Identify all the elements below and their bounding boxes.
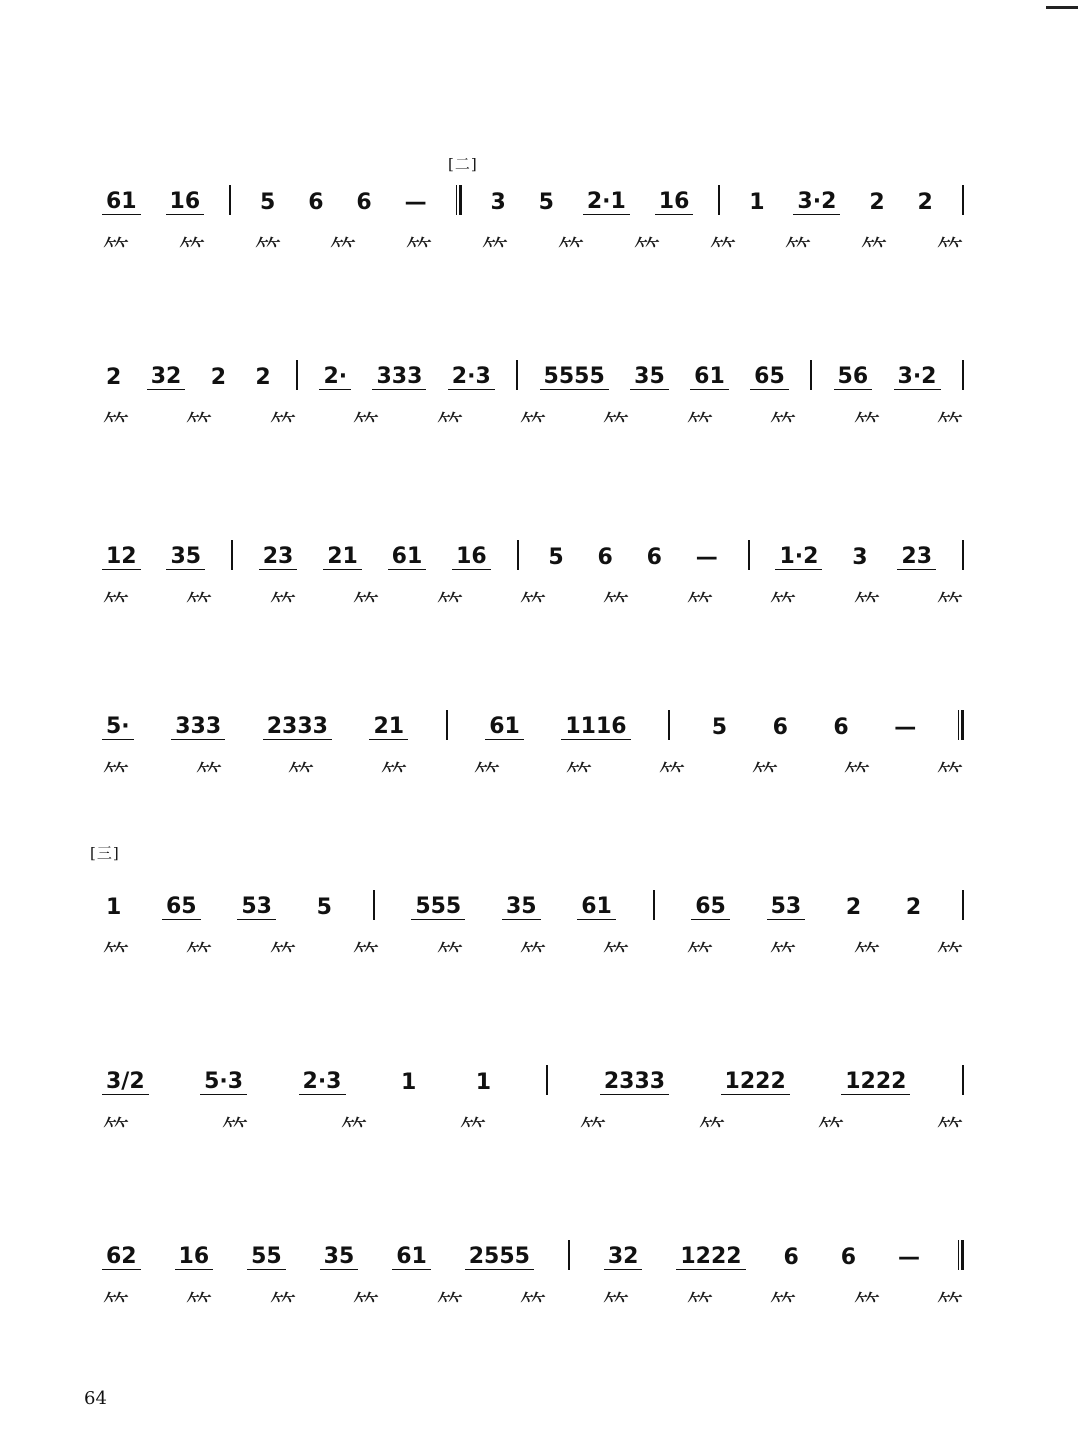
- notation-system: [84, 880, 964, 980]
- note-group: 333: [372, 364, 426, 390]
- note-group: 3/2: [102, 1069, 149, 1095]
- barline: [373, 890, 375, 920]
- note-group: 6: [646, 545, 662, 570]
- jianzi-tablature-line: [102, 932, 964, 976]
- jianzi-character: 𥫗: [686, 589, 714, 622]
- note-group: 2333: [263, 714, 332, 740]
- jianzi-character: 𥫗: [195, 759, 222, 792]
- note-group: 21: [323, 544, 362, 570]
- jianzi-character: 𥫗: [603, 939, 630, 972]
- note-group: 2: [917, 190, 933, 215]
- note-group: 3: [490, 190, 506, 215]
- note-group: 2: [210, 365, 226, 390]
- jianzi-character: 𥫗: [460, 1114, 487, 1147]
- jianzi-character: 𥫗: [785, 234, 812, 267]
- barline: [962, 540, 964, 570]
- jianzi-character: 𥫗: [519, 409, 547, 442]
- note-group: 35: [502, 894, 541, 920]
- jianzi-character: 𥫗: [269, 409, 297, 442]
- jianzi-character: 𥫗: [186, 939, 213, 972]
- jianzi-character: 𥫗: [751, 759, 778, 792]
- jianzi-character: 𥫗: [686, 1289, 714, 1322]
- note-group: 5555: [540, 364, 609, 390]
- note-group: 1: [749, 190, 765, 215]
- note-group: 555: [411, 894, 465, 920]
- jianzi-character: 𥫗: [186, 1289, 213, 1322]
- note-group: 1222: [721, 1069, 790, 1095]
- jianzi-character: 𥫗: [633, 234, 661, 267]
- jianzi-character: 𥫗: [102, 1114, 130, 1147]
- barline: [962, 185, 964, 215]
- note-group: 55: [247, 1244, 286, 1270]
- jianzi-character: 𥫗: [519, 939, 547, 972]
- notation-system: [84, 1055, 964, 1155]
- note-group: 32: [604, 1244, 643, 1270]
- jianzi-character: 𥫗: [860, 234, 888, 267]
- jianzi-character: 𥫗: [352, 409, 380, 442]
- note-group: 6: [597, 545, 613, 570]
- barline: [568, 1240, 570, 1270]
- jianzi-character: 𥫗: [221, 1114, 249, 1147]
- jianzi-character: 𥫗: [557, 234, 585, 267]
- note-group: 56: [834, 364, 873, 390]
- jianzi-character: 𥫗: [658, 759, 686, 792]
- note-group: 62: [102, 1244, 141, 1270]
- section-label: [二]: [448, 155, 478, 173]
- jianzi-character: 𥫗: [853, 409, 880, 442]
- note-group: 53: [767, 894, 806, 920]
- jianzi-character: 𥫗: [102, 234, 130, 267]
- note-group: 2·1: [583, 189, 630, 215]
- note-group: 1·2: [775, 544, 822, 570]
- barline: [546, 1065, 548, 1095]
- jianzi-character: 𥫗: [936, 409, 964, 442]
- jianzi-tablature-line: [102, 227, 964, 271]
- note-group: —: [894, 715, 917, 740]
- note-group: 2: [106, 365, 122, 390]
- jianzi-character: 𥫗: [330, 234, 357, 267]
- jianzi-character: 𥫗: [102, 1289, 130, 1322]
- barline: [231, 540, 233, 570]
- barline: [810, 360, 812, 390]
- jianzi-character: 𥫗: [709, 234, 736, 267]
- jianzi-character: 𥫗: [288, 759, 315, 792]
- jianzi-character: 𥫗: [102, 759, 130, 792]
- note-group: 1222: [841, 1069, 910, 1095]
- jianzi-character: 𥫗: [769, 1289, 797, 1322]
- note-group: 5·3: [200, 1069, 247, 1095]
- jianzi-character: 𥫗: [686, 939, 714, 972]
- note-group: 65: [691, 894, 730, 920]
- note-group: 35: [320, 1244, 359, 1270]
- barline: [653, 890, 655, 920]
- jianzi-character: 𥫗: [603, 1289, 630, 1322]
- jianzi-character: 𥫗: [436, 589, 463, 622]
- note-group: 12: [102, 544, 141, 570]
- jianzi-character: 𥫗: [352, 939, 380, 972]
- jianzi-character: 𥫗: [352, 589, 380, 622]
- note-group: 2·: [319, 364, 351, 390]
- note-group: 6: [783, 1245, 799, 1270]
- jianzi-character: 𥫗: [352, 1289, 380, 1322]
- note-group: 6: [308, 190, 324, 215]
- jianzi-character: 𥫗: [603, 589, 630, 622]
- jianzi-tablature-line: [102, 1282, 964, 1326]
- jianzi-character: 𥫗: [380, 759, 408, 792]
- note-group: 3·2: [793, 189, 840, 215]
- note-group: 1: [400, 1070, 417, 1095]
- barline: [229, 185, 231, 215]
- jianzi-tablature-line: [102, 1107, 964, 1151]
- jianzi-character: 𥫗: [936, 234, 964, 267]
- note-group: 61: [485, 714, 524, 740]
- note-group: 23: [897, 544, 936, 570]
- jianzi-tablature-line: [102, 582, 964, 626]
- note-group: 2: [869, 190, 885, 215]
- jianzi-character: 𥫗: [186, 589, 213, 622]
- jianzi-character: 𥫗: [843, 759, 871, 792]
- note-group: 3: [852, 545, 868, 570]
- note-group: 61: [102, 189, 141, 215]
- jianzi-character: 𥫗: [936, 1114, 964, 1147]
- barline: [748, 540, 750, 570]
- note-group: 3·2: [894, 364, 941, 390]
- numbered-notation-line: [102, 1230, 964, 1274]
- page-number: 64: [84, 1388, 107, 1409]
- note-group: 6: [772, 715, 788, 740]
- jianzi-character: 𥫗: [769, 409, 797, 442]
- note-group: 6: [356, 190, 372, 215]
- notation-system: [84, 1230, 964, 1330]
- jianzi-character: 𥫗: [519, 589, 547, 622]
- jianzi-character: 𥫗: [936, 939, 964, 972]
- jianzi-character: 𥫗: [579, 1114, 606, 1147]
- note-group: 16: [452, 544, 491, 570]
- jianzi-tablature-line: [102, 752, 964, 796]
- note-group: 1222: [676, 1244, 745, 1270]
- jianzi-character: 𥫗: [817, 1114, 845, 1147]
- jianzi-character: 𥫗: [936, 1289, 964, 1322]
- jianzi-character: 𥫗: [603, 409, 630, 442]
- note-group: 35: [166, 544, 205, 570]
- note-group: 1: [475, 1070, 491, 1095]
- barline: [718, 185, 720, 215]
- note-group: 35: [630, 364, 669, 390]
- jianzi-character: 𥫗: [102, 939, 130, 972]
- jianzi-character: 𥫗: [436, 939, 463, 972]
- numbered-notation-line: [102, 350, 964, 394]
- jianzi-character: 𥫗: [686, 409, 714, 442]
- jianzi-character: 𥫗: [565, 759, 593, 792]
- jianzi-character: 𥫗: [102, 589, 130, 622]
- barline: [962, 1065, 964, 1095]
- note-group: 6: [840, 1245, 857, 1270]
- double-barline: [958, 710, 964, 740]
- jianzi-character: 𥫗: [481, 234, 509, 267]
- note-group: 16: [655, 189, 694, 215]
- jianzi-character: 𥫗: [340, 1114, 368, 1147]
- jianzi-character: 𥫗: [178, 234, 206, 267]
- jianzi-character: 𥫗: [405, 234, 433, 267]
- note-group: —: [897, 1245, 920, 1270]
- note-group: 16: [175, 1244, 214, 1270]
- jianzi-character: 𥫗: [269, 589, 297, 622]
- note-group: 2·3: [448, 364, 495, 390]
- note-group: 2555: [465, 1244, 534, 1270]
- corner-mark: [1046, 6, 1078, 9]
- jianzi-character: 𥫗: [769, 589, 797, 622]
- jianzi-character: 𥫗: [769, 939, 797, 972]
- note-group: 16: [166, 189, 205, 215]
- jianzi-character: 𥫗: [254, 234, 281, 267]
- note-group: 2: [845, 895, 862, 920]
- jianzi-character: 𥫗: [269, 1289, 297, 1322]
- barline: [962, 890, 964, 920]
- barline: [296, 360, 298, 390]
- double-barline: [958, 1240, 964, 1270]
- note-group: 5: [259, 190, 276, 215]
- numbered-notation-line: [102, 175, 964, 219]
- jianzi-character: 𥫗: [853, 589, 880, 622]
- numbered-notation-line: [102, 530, 964, 574]
- note-group: 53: [237, 894, 276, 920]
- jianzi-character: 𥫗: [936, 589, 964, 622]
- numbered-notation-line: [102, 1055, 964, 1099]
- notation-system: [84, 350, 964, 450]
- note-group: 61: [690, 364, 729, 390]
- note-group: 1: [106, 895, 122, 920]
- note-group: 5: [316, 895, 332, 920]
- note-group: 32: [147, 364, 186, 390]
- double-barline: [456, 185, 462, 215]
- note-group: 61: [388, 544, 427, 570]
- note-group: 333: [171, 714, 225, 740]
- note-group: 2: [905, 895, 922, 920]
- jianzi-character: 𥫗: [436, 1289, 463, 1322]
- barline: [446, 710, 448, 740]
- note-group: 5: [711, 715, 728, 740]
- note-group: 6: [833, 715, 849, 740]
- jianzi-character: 𥫗: [936, 759, 964, 792]
- barline: [517, 540, 519, 570]
- numbered-notation-line: [102, 880, 964, 924]
- note-group: 5: [538, 190, 554, 215]
- note-group: —: [404, 190, 427, 215]
- barline: [516, 360, 518, 390]
- barline: [962, 360, 964, 390]
- note-group: 2: [255, 365, 271, 390]
- jianzi-tablature-line: [102, 402, 964, 446]
- jianzi-character: 𥫗: [269, 939, 297, 972]
- jianzi-character: 𥫗: [698, 1114, 726, 1147]
- jianzi-character: 𥫗: [853, 939, 880, 972]
- jianzi-character: 𥫗: [473, 759, 500, 792]
- notation-system: [84, 700, 964, 800]
- notation-system: [84, 530, 964, 630]
- note-group: 65: [162, 894, 201, 920]
- note-group: 65: [750, 364, 789, 390]
- note-group: 2·3: [299, 1069, 346, 1095]
- numbered-notation-line: [102, 700, 964, 744]
- note-group: 23: [259, 544, 298, 570]
- note-group: 2333: [600, 1069, 669, 1095]
- jianzi-character: 𥫗: [436, 409, 463, 442]
- note-group: 1116: [561, 714, 630, 740]
- jianzi-character: 𥫗: [102, 409, 130, 442]
- note-group: 5·: [102, 714, 134, 740]
- jianzi-character: 𥫗: [186, 409, 213, 442]
- section-label: [三]: [90, 844, 120, 862]
- notation-system: [84, 175, 964, 275]
- barline: [668, 710, 670, 740]
- note-group: 61: [577, 894, 616, 920]
- jianzi-character: 𥫗: [519, 1289, 547, 1322]
- note-group: 21: [369, 714, 408, 740]
- jianzi-character: 𥫗: [853, 1289, 880, 1322]
- note-group: —: [695, 545, 718, 570]
- note-group: 61: [392, 1244, 431, 1270]
- note-group: 5: [548, 545, 564, 570]
